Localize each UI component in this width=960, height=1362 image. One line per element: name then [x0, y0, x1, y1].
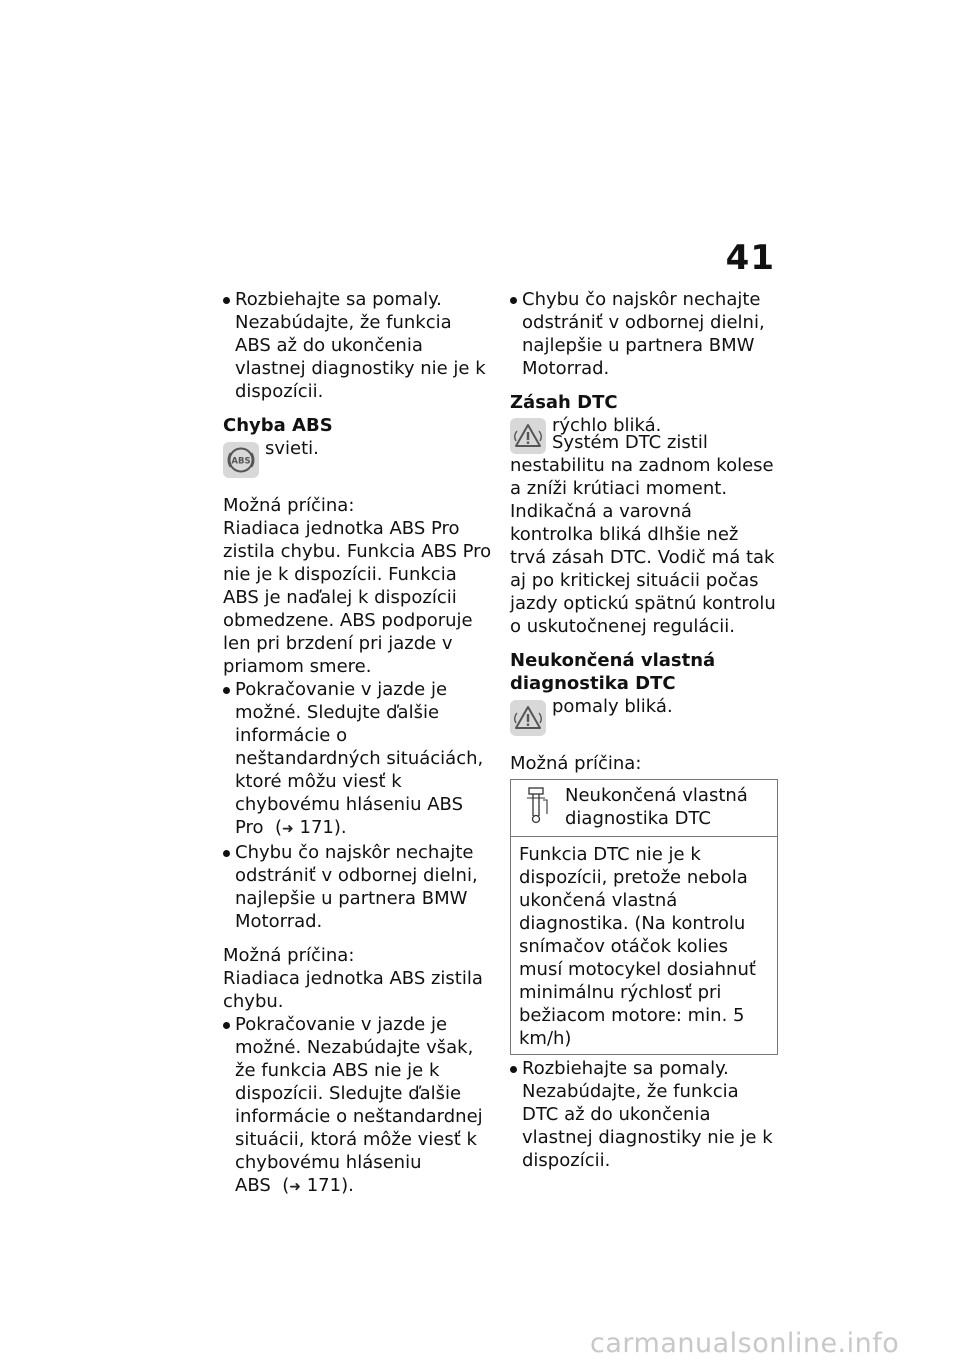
- cause-label: Možná príčina:: [223, 495, 355, 516]
- speedometer-gauge-icon: [523, 784, 553, 824]
- note-body: [511, 837, 777, 1054]
- bullet-dot: [223, 1022, 230, 1029]
- diag-indicator-row: [510, 695, 778, 741]
- list-item: [223, 678, 493, 841]
- left-column: [223, 288, 493, 1199]
- note-text: Funkcia DTC nie je k dispozícii, pretože nebola ukončená vlastná diagnostika. (Na kontrolu snímačov otáčok kolies musí motocykel dosiahnuť minimálnu rýchlosť pri bežiacom motore: min. 5 km/h): [519, 844, 756, 1049]
- bullet-dot: [223, 850, 230, 857]
- dtc-warning-icon: [510, 700, 546, 736]
- dtc-description: Systém DTC zistil nestabilitu na zadnom kolese a zníži krútiaci moment. Indikačná a varovná kontrolka bliká dlhšie než trvá zásah DTC. Vodič má tak aj po kritickej situácii počas jazdy optickú spätnú kontrolu o uskutočnenej regulácii.: [510, 432, 776, 637]
- page-ref[interactable]: 171).: [299, 817, 347, 838]
- list-item: [510, 288, 778, 380]
- watermark: carmanualsonline.info: [590, 1328, 900, 1359]
- bullet-dot: [510, 1066, 517, 1073]
- bullet-text: Chybu čo najskôr nechajte odstrániť v odbornej dielni, najlepšie u partnera BMW Motorrad.: [522, 289, 765, 379]
- bullet-text: Pokračovanie v jazde je možné. Nezabúdajte však, že funkcia ABS nie je k dispozícii. Sledujte ďalšie informácie o neštandardnej situácii, ktorá môže viesť k chybovému hláseniu ABS (➜ 171).: [235, 1014, 483, 1196]
- abs-icon-label: ABS: [231, 456, 251, 467]
- page-ref-arrow-icon: ➜: [289, 1179, 301, 1195]
- abs-warning-icon: [223, 442, 259, 478]
- bullet-text: Rozbiehajte sa pomaly. Nezabúdajte, že funkcia DTC až do ukončenia vlastnej diagnostiky nie je k dispozícii.: [522, 1058, 773, 1171]
- cause-label: Možná príčina:: [223, 945, 355, 966]
- page-ref-arrow-icon: ➜: [282, 821, 294, 837]
- bullet-dot: [223, 297, 230, 304]
- cause-text: Riadiaca jednotka ABS Pro zistila chybu. Funkcia ABS Pro nie je k dispozícii. Funkcia ABS je naďalej k dispozícii obmedzene. ABS podporuje len pri brzdení pri jazde v priamom smere.: [223, 518, 492, 677]
- abs-indicator-row: [223, 437, 493, 483]
- note-title: Neukončená vlastná diagnostika DTC: [565, 785, 748, 829]
- dtc-status-text: rýchlo bliká.: [552, 415, 662, 436]
- cause-label: Možná príčina:: [510, 753, 642, 774]
- list-item: [223, 288, 493, 403]
- abs-status-text: svieti.: [265, 438, 319, 459]
- bullet-text: Rozbiehajte sa pomaly. Nezabúdajte, že funkcia ABS až do ukončenia vlastnej diagnostiky nie je k dispozícii.: [235, 289, 486, 402]
- list-item: [510, 1057, 778, 1172]
- bullet-dot: [510, 297, 517, 304]
- bullet-text: Chybu čo najskôr nechajte odstrániť v odbornej dielni, najlepšie u partnera BMW Motorrad.: [235, 842, 478, 932]
- dtc-warning-icon: [510, 418, 546, 454]
- section-heading-self-diagnosis: Neukončená vlastná diagnostika DTC: [510, 650, 716, 694]
- section-heading-abs-fault: Chyba ABS: [223, 415, 333, 436]
- note-header: [511, 780, 777, 837]
- note-box: [510, 779, 778, 1055]
- cause-text: Riadiaca jednotka ABS zistila chybu.: [223, 968, 483, 1012]
- page-ref[interactable]: 171).: [306, 1175, 354, 1196]
- right-column: [510, 288, 778, 1172]
- diag-status-text: pomaly bliká.: [552, 696, 673, 717]
- page-number: 41: [725, 238, 775, 278]
- bullet-text: Pokračovanie v jazde je možné. Sledujte ďalšie informácie o neštandardných situáciách, ktoré môžu viesť k chybovému hláseniu ABS Pro (➜ 171).: [235, 679, 484, 838]
- section-heading-dtc-intervention: Zásah DTC: [510, 392, 618, 413]
- list-item: [223, 1013, 493, 1199]
- bullet-dot: [223, 687, 230, 694]
- list-item: [223, 841, 493, 933]
